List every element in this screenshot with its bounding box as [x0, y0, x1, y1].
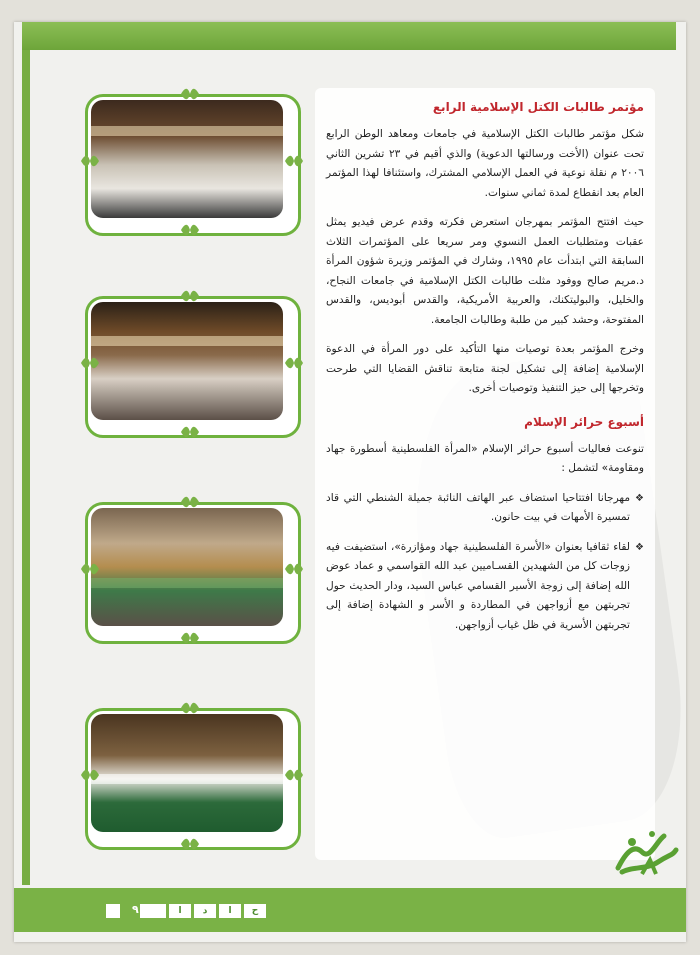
page-number: ٩	[132, 903, 139, 916]
section-heading-conference: مؤتمر طالبات الكتل الإسلامية الرابع	[432, 100, 644, 114]
footer-block	[140, 904, 166, 918]
frame-ornament-icon	[179, 495, 201, 509]
frame-ornament-icon	[179, 701, 201, 715]
top-green-band	[22, 22, 676, 50]
activities-list	[326, 489, 644, 636]
diamond-bullet-icon: ❖	[635, 492, 644, 504]
paragraph: وخرج المؤتمر بعدة توصيات منها التأكيد على دور المرأة في الدعوة الإسلامية إضافة إلى تشكيل لجنة متابعة تناقش القضايا التي طرحت وتخرجها إلى حيز التنفيذ وتوصيات أخرى.	[326, 343, 644, 394]
diamond-bullet-icon: ❖	[635, 541, 644, 553]
footer-block: ح	[244, 904, 266, 918]
frame-ornament-icon	[179, 289, 201, 303]
footer-block: د	[194, 904, 216, 918]
left-green-margin	[22, 50, 30, 885]
photo-panel-speakers	[91, 714, 283, 832]
footer-block: ا	[219, 904, 241, 918]
calligraphy-logo-icon	[612, 822, 680, 882]
list-item-text: لقاء ثقافيا بعنوان «الأسرة الفلسطينية جهاد ومؤازرة»، استضيفت فيه زوجات كل من الشهيدين القسـاميين عبد الله القواسمي و عماد عوض الله إضافة إلى زوجة الأسير القسامي عباس السيد، ودار الحديث حول تجربتهن مع أزواجهن في المطاردة و الأسر و الشهادة إضافة إلى تجربتهن الأسرية في ظل غياب أزواجهن.	[326, 540, 630, 631]
frame-ornament-icon	[283, 154, 305, 168]
paragraph: شكل مؤتمر طالبات الكتل الإسلامية في جامعات ومعاهد الوطن الرابع تحت عنوان (الأخت ورسالتها الدعوية) والذي أقيم في ٢٣ تشرين الثاني ٢٠٠٦ م نقلة نوعية في العمل الإسلامي المشترك، واستئنافا لهذا المؤتمر العام بعد انقطاع لمدة ثماني سنوات.	[326, 128, 645, 199]
footer-block	[106, 904, 120, 918]
frame-ornament-icon	[79, 562, 101, 576]
frame-ornament-icon	[179, 631, 201, 645]
list-item	[326, 538, 644, 636]
frame-ornament-icon	[179, 223, 201, 237]
frame-ornament-icon	[283, 768, 305, 782]
frame-ornament-icon	[283, 356, 305, 370]
section-heading-week: أسبوع حرائر الإسلام	[524, 414, 644, 429]
frame-ornament-icon	[179, 837, 201, 851]
article-content	[326, 98, 644, 645]
paragraph: حيث افتتح المؤتمر بمهرجان استعرض فكرته وقدم عرض فيديو يمثل عقبات ومتطلبات العمل النسوي ومر سريعا على المؤتمرات الثلاث السابقة التي ابتدأت عام ١٩٩٥، وشارك في المؤتمر وزيرة شؤون المرأة د.مريم صالح ووفود مثلت طالبات الكتل الإسلامية في جامعات النجاح، والخليل، والبوليتكنك، والعربية الأمريكية، والقدس أبوديس، والقدس المفتوحة، وحشد كبير من طلبة وطالبات الجامعة.	[326, 216, 644, 326]
footer-title-blocks	[106, 904, 266, 918]
photo-festival-crowd	[91, 302, 283, 420]
frame-ornament-icon	[179, 87, 201, 101]
frame-ornament-icon	[79, 768, 101, 782]
photo-exhibition-tables	[91, 508, 283, 626]
footer-block: ا	[169, 904, 191, 918]
photo-conference-audience	[91, 100, 283, 218]
paragraph-intro: تنوعت فعاليات أسبوع حرائر الإسلام «المرأة الفلسطينية أسطورة جهاد ومقاومة» لتشمل :	[326, 442, 644, 474]
frame-ornament-icon	[179, 425, 201, 439]
footer-band	[14, 888, 686, 932]
frame-ornament-icon	[79, 356, 101, 370]
frame-ornament-icon	[283, 562, 305, 576]
list-item-text: مهرجانا افتتاحيا استضاف عبر الهاتف النائبة جميلة الشنطي التي قاد تمسيرة الأمهات في بيت حانون.	[326, 491, 630, 523]
list-item	[326, 489, 644, 528]
frame-ornament-icon	[79, 154, 101, 168]
